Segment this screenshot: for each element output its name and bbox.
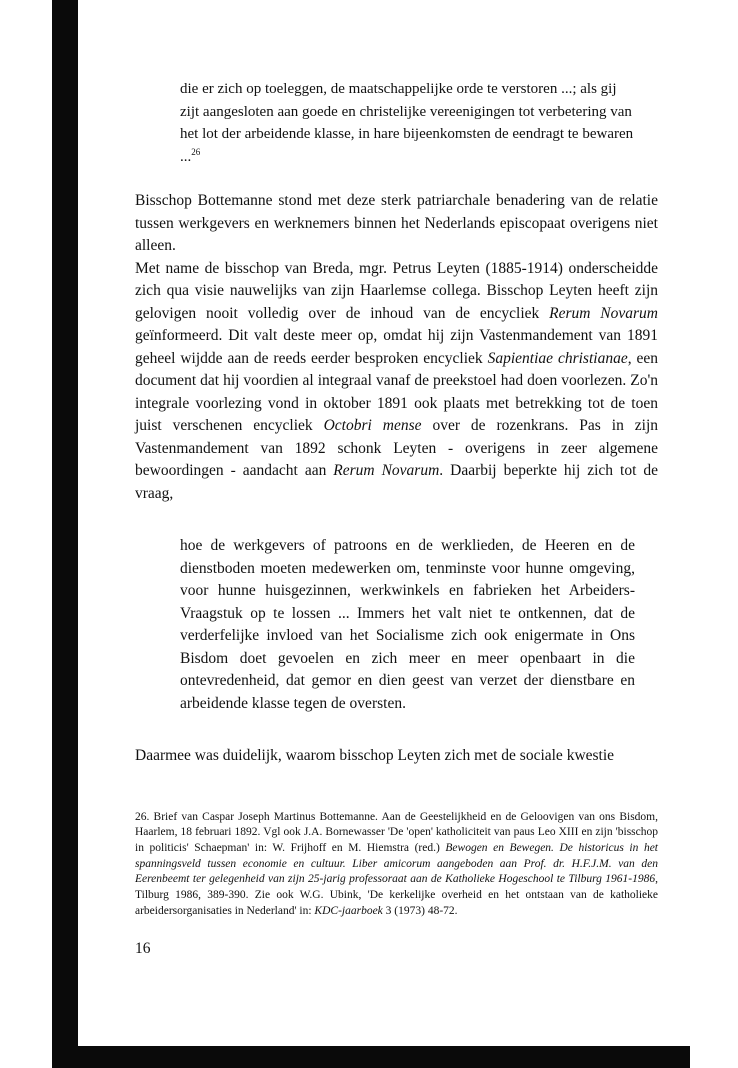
block-quote-1 xyxy=(180,78,635,168)
quote-1-text: die er zich op toeleggen, de maatschappelijke orde te verstoren ...; als gij zijt aangesloten aan goede en christelijke vereenigingen tot verbetering van het lot der arbeidende klasse, in hare bijeenkomsten de eendragt te bewaren ...$^{26}$ xyxy=(180,81,634,165)
quote-2-text: hoe de werkgevers of patroons en de werklieden, de Heeren en de dienstboden moeten medewerken om, tenminste voor hunne omgeving, voor hunne huisgezinnen, werkwinkels en fabrieken het Arbeiders-Vraagstuk op te lossen ... Immers het valt niet te ontkennen, dat de verderfelijke invloed van het Socialisme zich ook enigermate in Ons Bisdom doet gevoelen en zich meer en meer openbaart in die ontevredenheid, dat gemor en dien geest van verzet der dienstbare en arbeidende klasse tegen de oversten. xyxy=(180,537,635,712)
footnote-26: 26. Brief van Caspar Joseph Martinus Bottemanne. Aan de Geestelijkheid en de Geloovigen van ons Bisdom, Haarlem, 18 februari 1892. Vgl ook J.A. Bornewasser 'De 'open' katholiciteit van paus Leo XIII en zijn 'bisschop in politicis' Schaepman' in: W. Frijhoff en M. Hiemstra (red.) Bewogen en Bewegen. De historicus in het spanningsveld tussen economie en cultuur. Liber amicorum aangeboden aan Prof. dr. H.F.J.M. van den Eerenbeemt ter gelegenheid van zijn 25-jarig professoraat aan de Katholieke Hogeschool te Tilburg 1961-1986, Tilburg 1986, 389-390. Zie ook W.G. Ubink, 'De kerkelijke overheid en het ontstaan van de katholieke arbeidersorganisaties in Nederland' in: KDC-jaarboek 3 (1973) 48-72. xyxy=(135,810,658,917)
scan-border-left xyxy=(52,0,78,1068)
scan-border-bottom xyxy=(52,1046,690,1068)
paragraph-3: Daarmee was duidelijk, waarom bisschop Leyten zich met de sociale kwestie xyxy=(135,747,615,764)
paragraph-1: Bisschop Bottemanne stond met deze sterk patriarchale benadering van de relatie tussen werkgevers en werknemers binnen het Nederlands episcopaat overigens niet alleen. xyxy=(135,192,658,254)
page-content xyxy=(135,78,658,919)
page-number: 16 xyxy=(135,940,151,957)
paragraph-2: Met name de bisschop van Breda, mgr. Petrus Leyten (1885-1914) onderscheidde zich qua visie nauwelijks van zijn Haarlemse collega. Bisschop Leyten heeft zijn gelovigen nooit volledig over de inhoud van de encycliek Rerum Novarum geïnformeerd. Dit valt deste meer op, omdat hij zijn Vastenmandement van 1891 geheel wijdde aan de reeds eerder besproken encycliek Sapientiae christianae, een document dat hij voordien al integraal vanaf de preekstoel had doen voorlezen. Zo'n integrale voorlezing vond in oktober 1891 ook plaats met betrekking tot de toen juist verschenen encycliek Octobri mense over de rozenkrans. Pas in zijn Vastenmandement van 1892 schonk Leyten - overigens in zeer algemene bewoordingen - aandacht aan Rerum Novarum. Daarbij beperkte hij zich tot de vraag, xyxy=(135,259,659,502)
block-quote-2 xyxy=(180,535,635,715)
footnote-ref: 26 xyxy=(191,146,201,157)
